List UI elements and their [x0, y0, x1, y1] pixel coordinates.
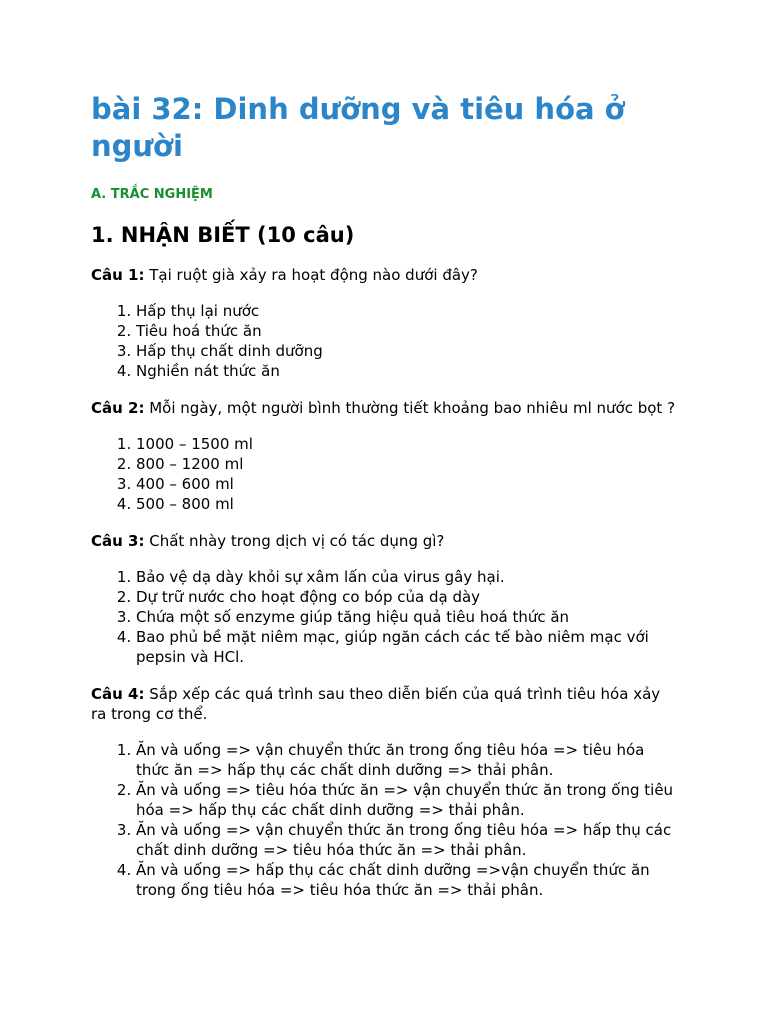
answer-option: 2. Dự trữ nước cho hoạt động co bóp của dạ dày	[136, 587, 678, 607]
answer-option: 1. Bảo vệ dạ dày khỏi sự xâm lấn của virus gây hại.	[136, 567, 678, 587]
answer-option: 1. Ăn và uống => vận chuyển thức ăn trong ống tiêu hóa => tiêu hóa thức ăn => hấp thụ các chất dinh dưỡng => thải phân.	[136, 740, 678, 780]
question-4-text	[91, 684, 678, 724]
question-body: Sắp xếp các quá trình sau theo diễn biến của quá trình tiêu hóa xảy ra trong cơ thể.	[91, 685, 661, 723]
question-4	[91, 684, 678, 900]
answer-option: 4. Ăn và uống => hấp thụ các chất dinh dưỡng =>vận chuyển thức ăn trong ống tiêu hóa => tiêu hóa thức ăn => thải phân.	[136, 860, 678, 900]
question-3-text	[91, 531, 678, 551]
question-label: Câu 3:	[91, 532, 145, 550]
answer-option: 3. Ăn và uống => vận chuyển thức ăn trong ống tiêu hóa => hấp thụ các chất dinh dưỡng => tiêu hóa thức ăn => thải phân.	[136, 820, 678, 860]
answer-options	[91, 301, 678, 381]
answer-option: 2. 800 – 1200 ml	[136, 454, 678, 474]
page-title: bài 32: Dinh dưỡng và tiêu hóa ở người	[91, 92, 625, 163]
answer-option: 3. Chứa một số enzyme giúp tăng hiệu quả tiêu hoá thức ăn	[136, 607, 678, 627]
question-label: Câu 4:	[91, 685, 145, 703]
answer-option: 3. Hấp thụ chất dinh dưỡng	[136, 341, 678, 361]
answer-option: 1. Hấp thụ lại nước	[136, 301, 678, 321]
question-2	[91, 398, 678, 514]
answer-option: 3. 400 – 600 ml	[136, 474, 678, 494]
question-label: Câu 1:	[91, 266, 145, 284]
level-heading: 1. NHẬN BIẾT (10 câu)	[91, 223, 355, 247]
answer-option: 4. Bao phủ bề mặt niêm mạc, giúp ngăn cách các tế bào niêm mạc với pepsin và HCl.	[136, 627, 678, 667]
question-body: Chất nhày trong dịch vị có tác dụng gì?	[144, 532, 445, 550]
question-1	[91, 265, 678, 381]
answer-option: 1. 1000 – 1500 ml	[136, 434, 678, 454]
question-body: Mỗi ngày, một người bình thường tiết khoảng bao nhiêu ml nước bọt ?	[144, 399, 676, 417]
answer-options	[91, 434, 678, 514]
answer-options	[91, 567, 678, 667]
answer-options	[91, 740, 678, 900]
question-label: Câu 2:	[91, 399, 145, 417]
answer-option: 4. Nghiền nát thức ăn	[136, 361, 678, 381]
answer-option: 2. Ăn và uống => tiêu hóa thức ăn => vận chuyển thức ăn trong ống tiêu hóa => hấp thụ các chất dinh dưỡng => thải phân.	[136, 780, 678, 820]
question-3	[91, 531, 678, 667]
answer-option: 2. Tiêu hoá thức ăn	[136, 321, 678, 341]
section-heading: A. TRẮC NGHIỆM	[91, 187, 213, 202]
answer-option: 4. 500 – 800 ml	[136, 494, 678, 514]
question-1-text	[91, 265, 678, 285]
question-body: Tại ruột già xảy ra hoạt động nào dưới đây?	[144, 266, 478, 284]
question-2-text	[91, 398, 678, 418]
